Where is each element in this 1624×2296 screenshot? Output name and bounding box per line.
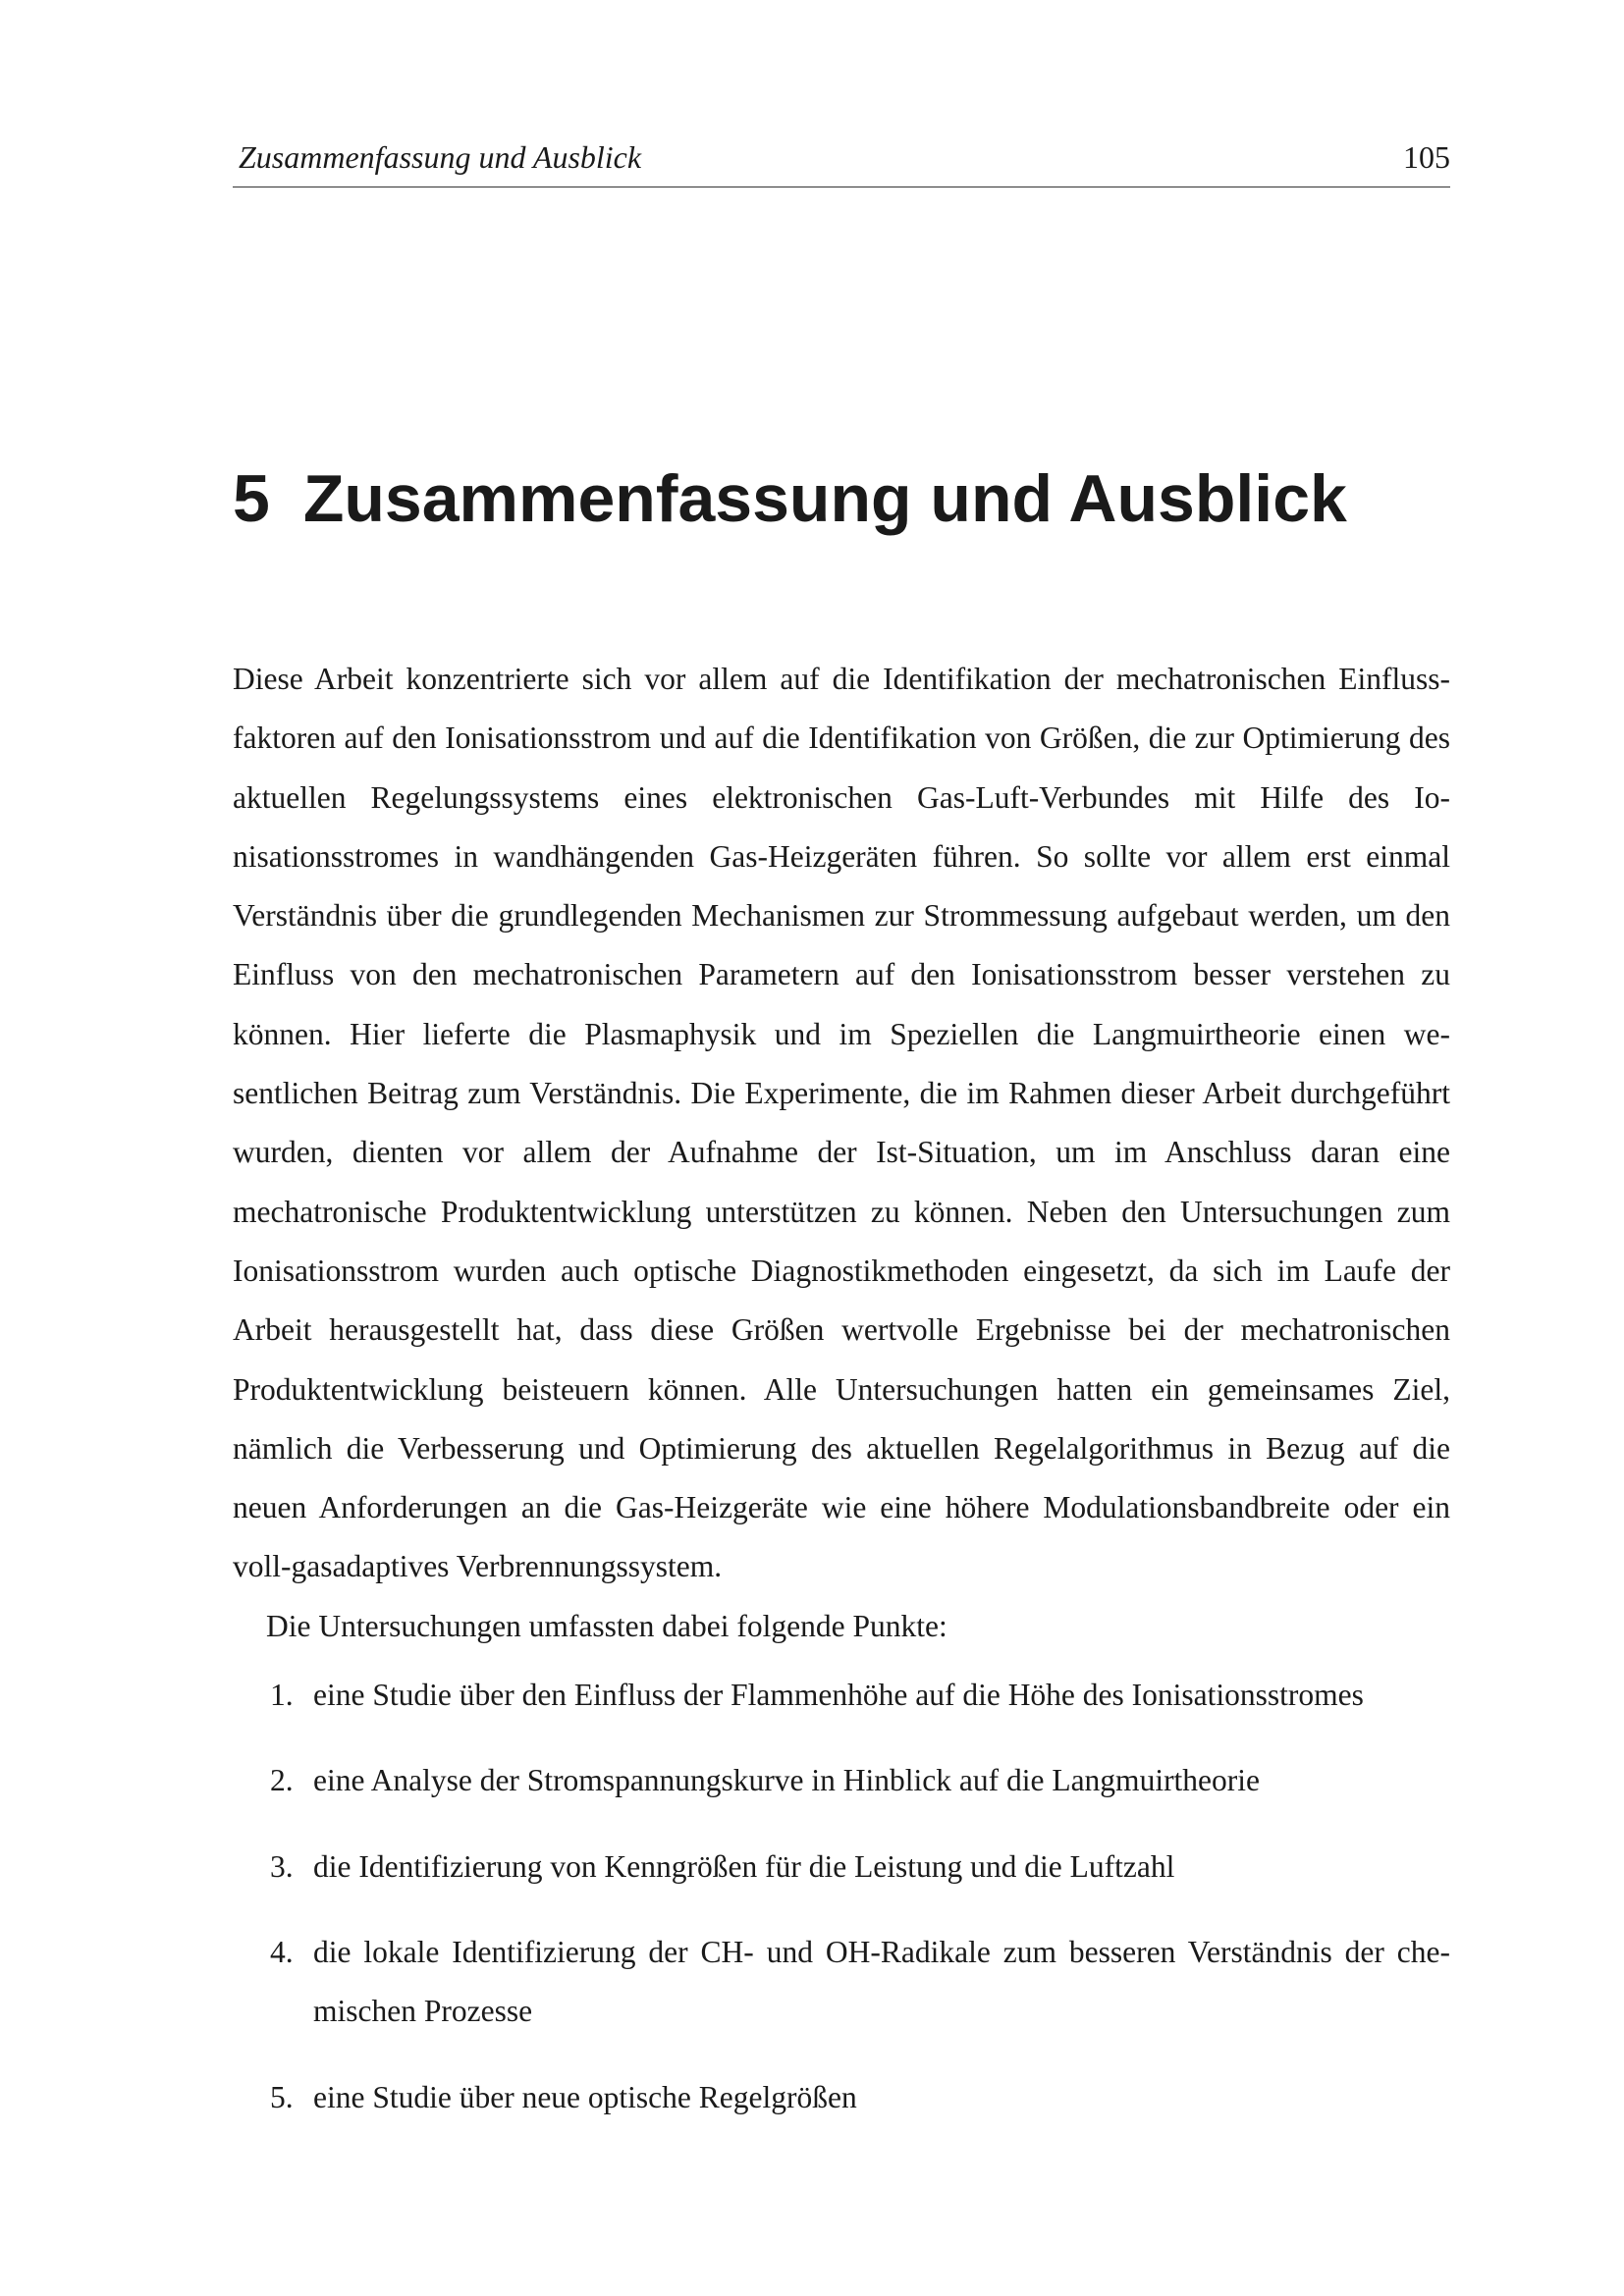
investigation-points-list: [233, 1666, 1450, 2127]
list-item: [233, 1666, 1450, 1725]
list-item-number: 4.: [270, 1934, 294, 1969]
chapter-number: 5: [233, 461, 270, 536]
chapter-title: Zusammenfassung und Ausblick: [302, 461, 1347, 536]
list-item-text: eine Analyse der Stromspannungskurve in Hinblick auf die Langmuirtheorie: [313, 1763, 1261, 1798]
list-item-text: die Identifizierung von Kenngrößen für die Leistung und die Luftzahl: [313, 1848, 1175, 1884]
running-header-title: Zusammenfassung und Ausblick: [239, 139, 642, 175]
body-text: [233, 650, 1450, 2154]
list-item: [233, 2068, 1450, 2127]
list-item-number: 5.: [270, 2079, 294, 2114]
chapter-heading: [233, 459, 1347, 538]
list-item-number: 2.: [270, 1763, 294, 1798]
page-number: 105: [1403, 139, 1450, 175]
list-item-number: 3.: [270, 1848, 294, 1884]
list-intro-paragraph: Die Untersuchungen umfassten dabei folgende Punkte:: [266, 1608, 947, 1643]
list-item: [233, 1838, 1450, 1896]
list-item-text: eine Studie über neue optische Regelgrößen: [313, 2079, 857, 2114]
list-item-text: die lokale Identifizierung der CH- und OH-Radikale zum besseren Verständnis der chemischen Prozesse: [313, 1934, 1450, 2029]
list-item-number: 1.: [270, 1678, 294, 1713]
running-header: [233, 137, 1450, 187]
list-item-text: eine Studie über den Einfluss der Flammenhöhe auf die Höhe des Ionisationsstromes: [313, 1678, 1364, 1713]
list-item: [233, 1923, 1450, 2042]
list-item: [233, 1751, 1450, 1810]
summary-paragraph: Diese Arbeit konzentrierte sich vor allem auf die Identifikation der mechatronischen Einflussfaktoren auf den Ionisationsstrom und auf die Identifikation von Größen, die zur Optimierung des aktuellen Regelungssystems eines elektronischen Gas-Luft-Verbundes mit Hilfe des Ionisationsstromes in wandhängenden Gas-Heizgeräten führen. So sollte vor allem erst einmal Verständnis über die grundlegenden Mechanismen zur Strommessung aufgebaut werden, um den Einfluss von den mechatronischen Parametern auf den Ionisationsstrom besser verstehen zu können. Hier lieferte die Plasmaphysik und im Speziellen die Langmuirtheorie einen wesentlichen Beitrag zum Verständnis. Die Experimente, die im Rahmen dieser Arbeit durchgeführt wurden, dienten vor allem der Aufnahme der Ist-Situation, um im Anschluss daran eine mechatronische Produktentwicklung unterstützen zu können. Neben den Untersuchungen zum Ionisationsstrom wurden auch optische Diagnostikmethoden eingesetzt, da sich im Laufe der Arbeit herausgestellt hat, dass diese Größen wertvolle Ergebnisse bei der mechatronischen Produktentwicklung beisteuern können. Alle Untersuchungen hatten ein gemeinsames Ziel, nämlich die Verbesserung und Optimierung des aktuellen Regelalgorithmus in Bezug auf die neuen Anforderungen an die Gas-Heizgeräte wie eine höhere Modulationsbandbreite oder ein voll-gasadaptives Verbrennungssystem.: [233, 662, 1450, 1584]
